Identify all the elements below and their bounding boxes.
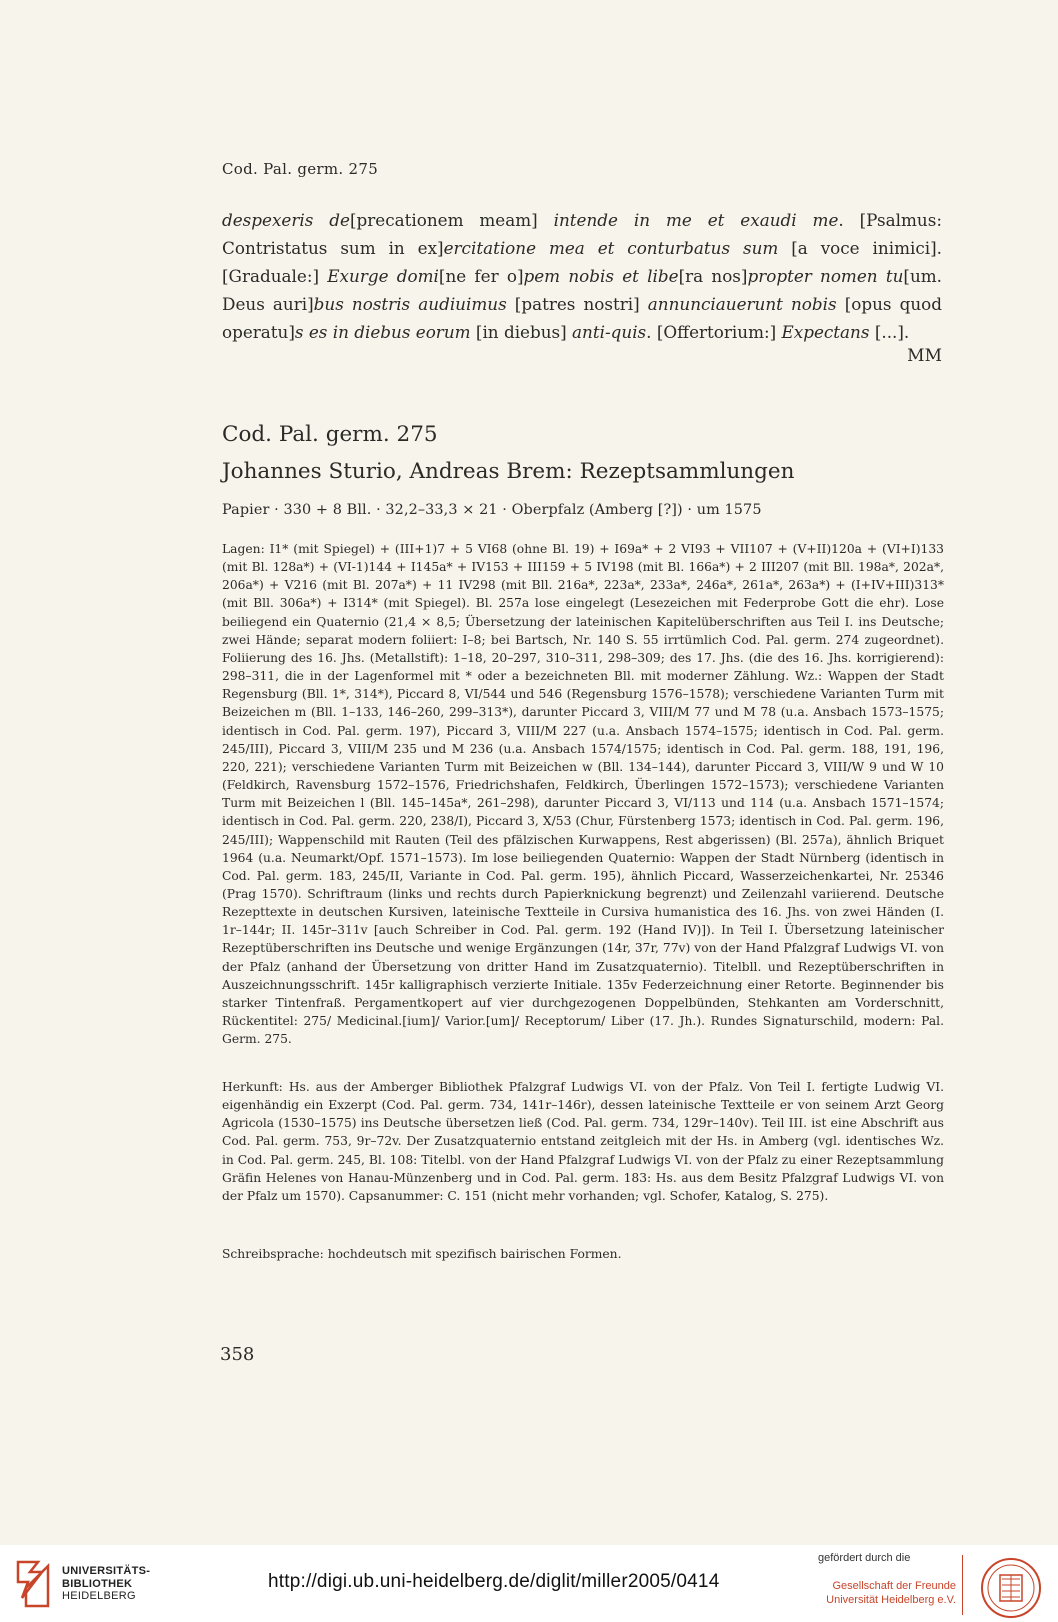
latin-incipit-segment: ercitatione mea et conturbatus sum — [443, 238, 779, 258]
editorial-segment: [in diebus] — [470, 322, 573, 342]
sponsor-name-line: Gesellschaft der Freunde — [832, 1580, 956, 1592]
editorial-segment: [a voce inimici]. [Graduale:] — [222, 238, 942, 286]
latin-incipit-segment: de — [329, 210, 350, 230]
university-seal-icon — [980, 1557, 1042, 1619]
running-head: Cod. Pal. germ. 275 — [222, 160, 379, 178]
latin-incipit-segment: annunciauerunt nobis — [647, 294, 837, 314]
latin-incipit-segment: despexeris — [222, 210, 314, 230]
latin-incipit-segment: Expectans — [781, 322, 870, 342]
editorial-segment: [patres nostri] — [506, 294, 648, 314]
latin-incipit-segment: anti-quis — [572, 322, 647, 342]
sponsor-name-line: Universität Heidelberg e.V. — [826, 1594, 956, 1606]
editorial-segment — [313, 210, 329, 230]
physical-description: Papier · 330 + 8 Bll. · 32,2–33,3 × 21 · Oberpfalz (Amberg [?]) · um 1575 — [222, 502, 762, 518]
editorial-segment: [opus quod operatu] — [222, 294, 943, 342]
editorial-segment: [precationem meam] — [349, 210, 554, 230]
editorial-segment: [...]. — [869, 322, 910, 342]
editorial-segment: . [Offertorium:] — [646, 322, 782, 342]
footer-divider — [962, 1555, 963, 1615]
editorial-segment: . [Psalmus: Contristatus sum in ex] — [222, 210, 942, 258]
author-initials: MM — [907, 346, 942, 366]
sponsor-name — [806, 1579, 956, 1607]
codicological-description: Lagen: I1* (mit Spiegel) + (III+1)7 + 5 VI68 (ohne Bl. 19) + I69a* + 2 VI93 + VII107 + (V+II)120a + (VI+I)133 (mit Bl. 128a*) + (VI-1)144 + I145a* + IV153 + III159 + 5 IV198 (mit Bl. 166a*) + 2 III207 (mit Bll. 198a*, 202a*, 206a*) + V216 (mit Bl. 207a*) + 11 IV298 (mit Bll. 216a*, 223a*, 233a*, 246a*, 261a*, 263a*) + (I+IV+III)313* (mit Bll. 306a*) + I314* (mit Spiegel). Bl. 257a lose eingelegt (Lesezeichen mit Federprobe Gott die ehr). Lose beiliegend ein Quaternio (21,4 × 8,5; Übersetzung der lateinischen Kapitelüberschriften aus Teil I. ins Deutsche; zwei Hände; separat modern foliiert: I–8; bei Bartsch, Nr. 140 S. 55 irrtümlich Cod. Pal. germ. 274 zugeordnet). Foliierung des 16. Jhs. (Metallstift): 1–18, 20–297, 310–311, 298–309; des 17. Jhs. (die des 16. Jhs. korrigierend): 298–311, die in der Lagenformel mit * oder a bezeichneten Bll. mit moderner Zählung. Wz.: Wappen der Stadt Regensburg (Bll. 1*, 314*), Piccard 8, VI/544 und 546 (Regensburg 1576–1578); verschiedene Varianten Turm mit Beizeichen m (Bll. 1–133, 146–260, 299–313*), darunter Piccard 3, VIII/M 77 und M 78 (u.a. Ansbach 1573–1575; identisch in Cod. Pal. germ. 197), Piccard 3, VIII/M 227 (u.a. Ansbach 1574–1575; identisch in Cod. Pal. germ. 245/III), Piccard 3, VIII/M 235 und M 236 (u.a. Ansbach 1574/1575; identisch in Cod. Pal. germ. 188, 191, 196, 220, 221); verschiedene Varianten Turm mit Beizeichen w (Bll. 134–144), darunter Piccard 3, VIII/W 9 und W 10 (Feldkirch, Ravensburg 1572–1576, Friedrichshafen, Feldkirch, Überlingen 1572–1573); verschiedene Varianten Turm mit Beizeichen l (Bll. 145–145a*, 261–298), darunter Piccard 3, VI/113 und 114 (u.a. Ansbach 1571–1574; identisch in Cod. Pal. germ. 220, 238/I), Piccard 3, X/53 (Chur, Fürstenberg 1573; identisch in Cod. Pal. germ. 196, 245/III); Wappenschild mit Rauten (Teil des pfälzischen Kurwappens, Rest abgerissen) (Bl. 257a), ähnlich Briquet 1964 (u.a. Neumarkt/Opf. 1571–1573). Im lose beiliegenden Quaternio: Wappen der Stadt Nürnberg (identisch in Cod. Pal. germ. 183, 245/II, Variante in Cod. Pal. germ. 195), ähnlich Piccard, Wasserzeichenkartei, Nr. 25346 (Prag 1570). Schriftraum (links und rechts durch Papierknickung begrenzt) und Zeilenzahl variierend. Deutsche Rezepttexte in deutschen Kursiven, lateinische Textteile in Cursiva humanistica des 16. Jhs. von zwei Händen (I. 1r–144r; II. 145r–311v [auch Schreiber in Cod. Pal. germ. 192 (Hand IV)]). In Teil I. Übersetzung lateinischer Rezeptüberschriften ins Deutsche und wenige Ergänzungen (14r, 37r, 77v) von der Hand Pfalzgraf Ludwigs VI. von der Pfalz (anhand der Übersetzung von dritter Hand im Zusatzquaternio). Titelbll. und Rezeptüberschriften in Auszeichnungsschrift. 145r kalligraphisch verzierte Initiale. 135v Federzeichnung einer Retorte. Beginnender bis starker Tintenfraß. Pergamentkopert auf vier durchgezogenen Doppelbünden, Stehkanten am Vorderschnitt, Rückentitel: 275/ Medicinal.[ium]/ Varior.[um]/ Receptorum/ Liber (17. Jh.). Rundes Signaturschild, modern: Pal. Germ. 275. — [222, 542, 944, 1047]
permalink-url[interactable]: http://digi.ub.uni-heidelberg.de/diglit/miller2005/0414 — [268, 1571, 720, 1592]
editorial-segment: [ra nos] — [678, 266, 748, 286]
latin-incipit-segment: propter nomen tu — [747, 266, 904, 286]
page-number: 358 — [220, 1344, 255, 1365]
library-name-line: HEIDELBERG — [62, 1590, 136, 1602]
provenance-paragraph: Herkunft: Hs. aus der Amberger Bibliothek Pfalzgraf Ludwigs VI. von der Pfalz. Von Teil I. fertigte Ludwig VI. eigenhändig ein Exzerpt (Cod. Pal. germ. 734, 141r–146r), dessen lateinische Textteile er von seinem Arzt Georg Agricola (1530–1575) ins Deutsche übersetzen ließ (Cod. Pal. germ. 734, 129r–140v). Teil III. ist eine Abschrift aus Cod. Pal. germ. 753, 9r–72v. Der Zusatzquaternio entstand zeitgleich mit der Hs. in Amberg (vgl. identisches Wz. in Cod. Pal. germ. 245, Bl. 108: Titelbl. von der Hand Pfalzgraf Ludwigs VI. von der Pfalz zu einer Rezeptsammlung Gräfin Helenes von Hanau-Münzenberg und in Cod. Pal. germ. 183: Hs. aus dem Besitz Pfalzgraf Ludwigs VI. von der Pfalz um 1570). Capsanummer: C. 151 (nicht mehr vorhanden; vgl. Schofer, Katalog, S. 275). — [222, 1080, 944, 1203]
sponsor-intro: gefördert durch die — [818, 1552, 911, 1564]
latin-incipit-segment: Exurge domi — [327, 266, 439, 286]
editorial-segment: [ne fer o] — [438, 266, 524, 286]
library-name — [62, 1565, 150, 1603]
latin-incipit-segment: intende in me et exaudi me — [553, 210, 839, 230]
library-logo-icon — [14, 1558, 54, 1610]
previous-entry-text — [222, 206, 942, 346]
latin-incipit-segment: pem nobis et libe — [523, 266, 679, 286]
footer-bar — [0, 1545, 1058, 1622]
latin-incipit-segment: s es in diebus eorum — [294, 322, 471, 342]
language-paragraph: Schreibsprache: hochdeutsch mit spezifisch bairischen Formen. — [222, 1247, 622, 1261]
entry-signature: Cod. Pal. germ. 275 — [222, 422, 438, 447]
entry-title: Johannes Sturio, Andreas Brem: Rezeptsammlungen — [222, 459, 795, 484]
library-name-line: BIBLIOTHEK — [62, 1577, 133, 1590]
library-name-line: UNIVERSITÄTS- — [62, 1565, 151, 1577]
latin-incipit-segment: bus nostris audiuimus — [313, 294, 507, 314]
editorial-segment: [um. Deus auri] — [222, 266, 942, 314]
